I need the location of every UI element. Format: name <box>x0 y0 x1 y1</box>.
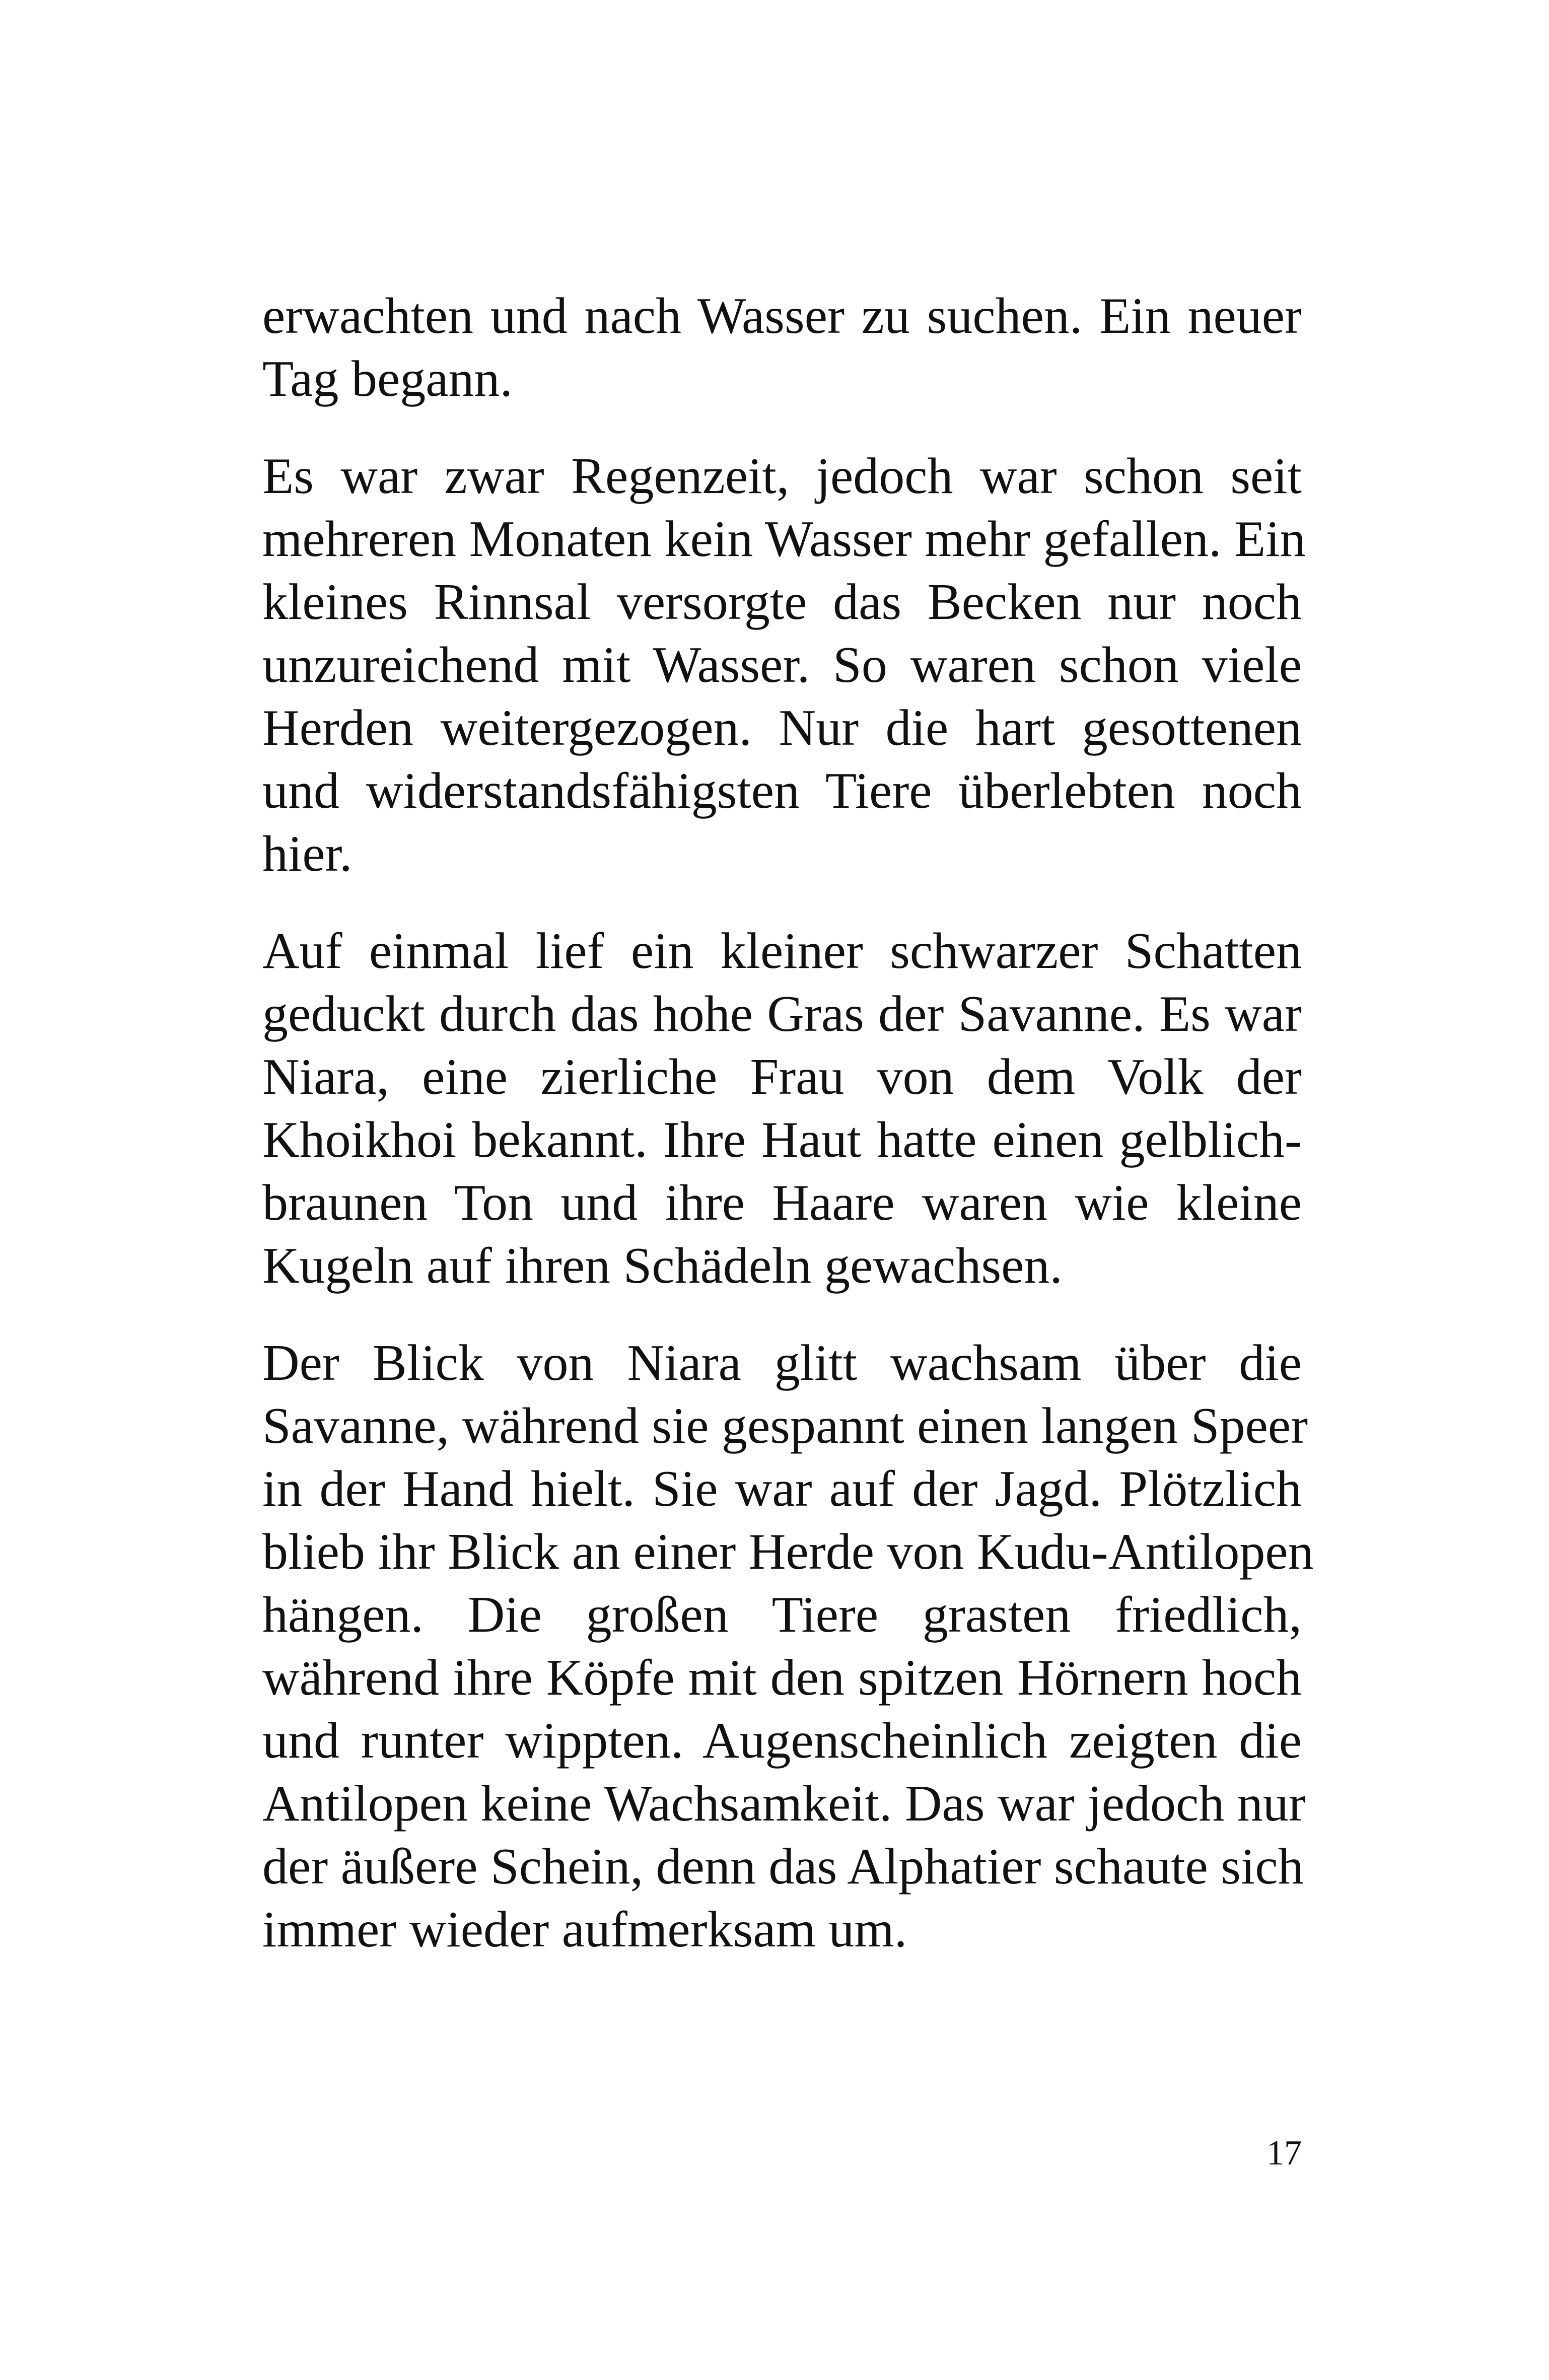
text-line: immer wieder aufmerksam um. <box>262 1901 907 1958</box>
text-line: Herden weitergezogen. Nur die hart gesottenen <box>262 699 1302 756</box>
page-number: 17 <box>1266 2134 1302 2173</box>
text-line: der äußere Schein, denn das Alphatier schaute sich <box>262 1838 1304 1895</box>
paragraph <box>262 920 1302 1297</box>
text-line: unzureichend mit Wasser. So waren schon viele <box>262 637 1302 693</box>
text-line: blieb ihr Blick an einer Herde von Kudu-Antilopen <box>262 1523 1314 1580</box>
text-line: Tag begann. <box>262 351 513 407</box>
text-line: erwachten und nach Wasser zu suchen. Ein neuer <box>262 288 1302 344</box>
body-text <box>262 285 1314 1995</box>
text-line: geduckt durch das hohe Gras der Savanne. Es war <box>262 986 1302 1042</box>
paragraph <box>262 1332 1314 1961</box>
text-line: hier. <box>262 825 353 882</box>
text-line: Antilopen keine Wachsamkeit. Das war jedoch nur <box>262 1775 1306 1832</box>
text-line: Es war zwar Regenzeit, jedoch war schon seit <box>262 448 1302 505</box>
text-line: kleines Rinnsal versorgte das Becken nur noch <box>262 574 1302 631</box>
text-line: Khoikhoi bekannt. Ihre Haut hatte einen gelblich- <box>262 1111 1302 1168</box>
text-line: in der Hand hielt. Sie war auf der Jagd. Plötzlich <box>262 1460 1302 1517</box>
text-line: mehreren Monaten kein Wasser mehr gefallen. Ein <box>262 511 1306 568</box>
text-line: und runter wippten. Augenscheinlich zeigten die <box>262 1712 1302 1769</box>
paragraph <box>262 285 1302 410</box>
text-line: Der Blick von Niara glitt wachsam über die <box>262 1335 1302 1391</box>
text-line: Niara, eine zierliche Frau von dem Volk der <box>262 1048 1302 1105</box>
text-line: braunen Ton und ihre Haare waren wie kleine <box>262 1174 1302 1231</box>
text-line: Auf einmal lief ein kleiner schwarzer Schatten <box>262 923 1302 979</box>
paragraph <box>262 445 1306 885</box>
text-line: hängen. Die großen Tiere grasten friedlich, <box>262 1586 1302 1643</box>
text-line: und widerstandsfähigsten Tiere überlebten noch <box>262 762 1302 819</box>
text-line: Kugeln auf ihren Schädeln gewachsen. <box>262 1237 1063 1294</box>
text-line: Savanne, während sie gespannt einen langen Speer <box>262 1397 1308 1454</box>
text-line: während ihre Köpfe mit den spitzen Hörnern hoch <box>262 1649 1302 1706</box>
